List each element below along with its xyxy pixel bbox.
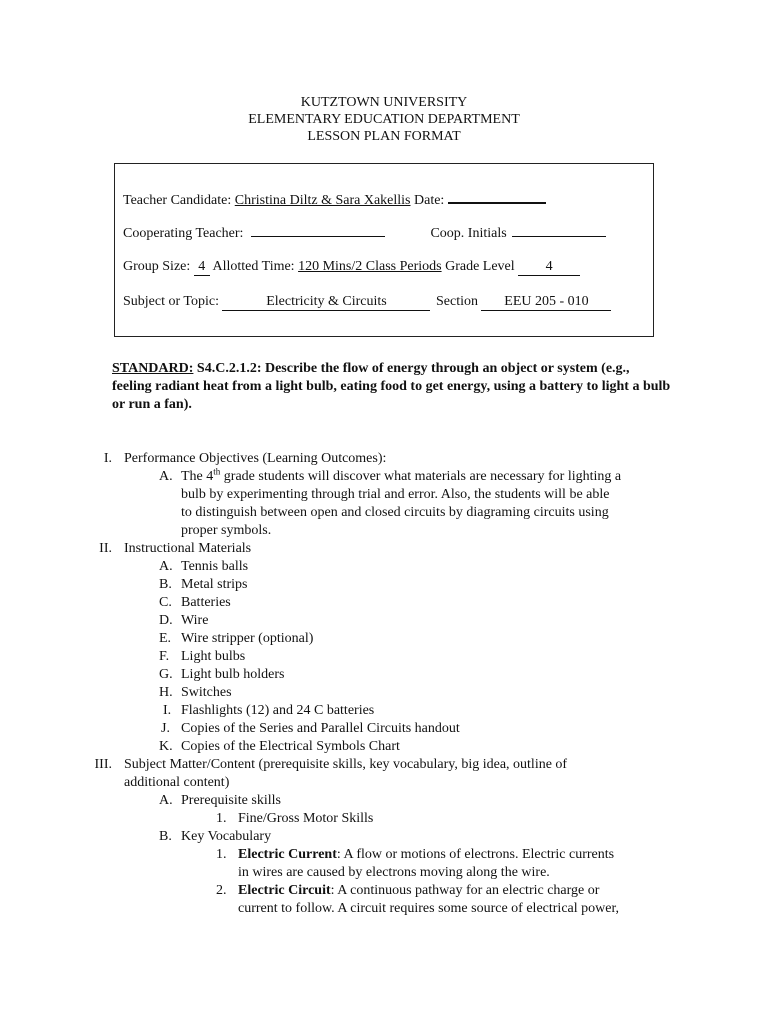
section-1-number: I. <box>103 451 112 466</box>
objective-a-text-1: grade students will discover what materials are necessary for lighting a <box>220 469 622 484</box>
material-item: Metal strips <box>181 577 248 592</box>
vocab-1-line-1 <box>238 846 614 864</box>
section-3-title-line-1: Subject Matter/Content (prerequisite skills, key vocabulary, big idea, outline of <box>124 757 568 772</box>
section-3-number: III. <box>94 757 112 772</box>
material-item: Copies of the Series and Parallel Circuits handout <box>181 721 460 736</box>
group-row <box>123 258 580 276</box>
vocab-1-line-2: in wires are caused by electrons moving along the wire. <box>238 865 550 880</box>
date-label: Date: <box>414 193 445 208</box>
lesson-info-box <box>114 163 654 337</box>
material-item-number: G. <box>159 667 173 682</box>
material-item: Switches <box>181 685 232 700</box>
standard-text: S4.C.2.1.2: Describe the flow of energy through an object or system (e.g., feeling radiant heat from a light bulb, eating food to get energy, using a battery to light a bulb or run a fan). <box>112 361 671 412</box>
standard-statement <box>112 360 672 414</box>
objective-a-line-4: proper symbols. <box>181 523 272 538</box>
allotted-time-label: Allotted Time: <box>212 259 295 274</box>
material-item: Copies of the Electrical Symbols Chart <box>181 739 400 754</box>
material-item: Wire <box>181 613 209 628</box>
group-size-value: 4 <box>194 259 210 276</box>
grade-level-label: Grade Level <box>445 259 515 274</box>
prereq-1-number: 1. <box>216 811 227 826</box>
subject-row <box>123 293 611 311</box>
prereq-title: Prerequisite skills <box>181 793 281 808</box>
objective-a-line-2: bulb by experimenting through trial and error. Also, the students will be able <box>181 487 610 502</box>
objective-a-line-1 <box>181 468 621 486</box>
material-item-number: J. <box>161 721 170 736</box>
grade-level-value: 4 <box>518 259 580 276</box>
material-item: Flashlights (12) and 24 C batteries <box>181 703 375 718</box>
coop-teacher-label: Cooperating Teacher: <box>123 226 244 241</box>
section-2-number: II. <box>99 541 112 556</box>
prereq-number: A. <box>159 793 173 808</box>
material-item-number: C. <box>159 595 172 610</box>
material-item-number: E. <box>159 631 172 646</box>
teacher-value: Christina Diltz & Sara Xakellis <box>234 193 411 208</box>
vocab-1-def: : A flow or motions of electrons. Electric currents <box>336 847 615 862</box>
vocab-2-line-1 <box>238 882 599 900</box>
vocab-2-number: 2. <box>216 883 227 898</box>
vocab-2-term: Electric Circuit <box>238 883 331 898</box>
coop-row <box>123 222 606 243</box>
date-field[interactable] <box>448 188 546 204</box>
prereq-1-text: Fine/Gross Motor Skills <box>238 811 374 826</box>
vocab-2-def: : A continuous pathway for an electric charge or <box>330 883 600 898</box>
coop-initials-label: Coop. Initials <box>430 226 507 241</box>
department-name: ELEMENTARY EDUCATION DEPARTMENT <box>248 112 520 127</box>
material-item-number: D. <box>159 613 173 628</box>
material-item: Wire stripper (optional) <box>181 631 314 646</box>
vocab-2-line-2: current to follow. A circuit requires some source of electrical power, <box>238 901 620 916</box>
university-name: KUTZTOWN UNIVERSITY <box>300 95 468 110</box>
section-value: EEU 205 - 010 <box>481 294 611 311</box>
subject-label: Subject or Topic: <box>123 294 219 309</box>
objective-a-sup: th <box>213 466 221 477</box>
section-1-title: Performance Objectives (Learning Outcomes): <box>124 451 387 466</box>
material-item: Light bulbs <box>181 649 246 664</box>
vocab-number: B. <box>159 829 172 844</box>
objective-a-line-3: to distinguish between open and closed circuits by diagraming circuits using <box>181 505 609 520</box>
coop-teacher-field[interactable] <box>251 222 385 237</box>
vocab-1-term: Electric Current <box>238 847 337 862</box>
section-label: Section <box>435 294 478 309</box>
material-item-number: H. <box>159 685 173 700</box>
material-item: Tennis balls <box>181 559 249 574</box>
material-item-number: B. <box>159 577 172 592</box>
vocab-1-number: 1. <box>216 847 227 862</box>
objective-a-number: A. <box>159 469 173 484</box>
objective-a-pre: The 4 <box>181 469 214 484</box>
material-item: Batteries <box>181 595 231 610</box>
material-item-number: F. <box>159 649 170 664</box>
document-title: LESSON PLAN FORMAT <box>307 129 461 144</box>
material-item-number: A. <box>159 559 173 574</box>
group-size-label: Group Size: <box>123 259 191 274</box>
standard-label: STANDARD: <box>112 361 194 376</box>
material-item: Light bulb holders <box>181 667 285 682</box>
allotted-time-value: 120 Mins/2 Class Periods <box>298 259 442 274</box>
subject-value: Electricity & Circuits <box>222 294 430 311</box>
document-header <box>0 94 768 145</box>
material-item-number: K. <box>159 739 173 754</box>
teacher-label: Teacher Candidate: <box>123 193 232 208</box>
coop-initials-field[interactable] <box>512 222 606 237</box>
material-item-number: I. <box>163 703 172 718</box>
section-2-title: Instructional Materials <box>124 541 252 556</box>
section-3-title-line-2: additional content) <box>124 775 230 790</box>
vocab-title: Key Vocabulary <box>181 829 272 844</box>
teacher-row <box>123 188 546 210</box>
